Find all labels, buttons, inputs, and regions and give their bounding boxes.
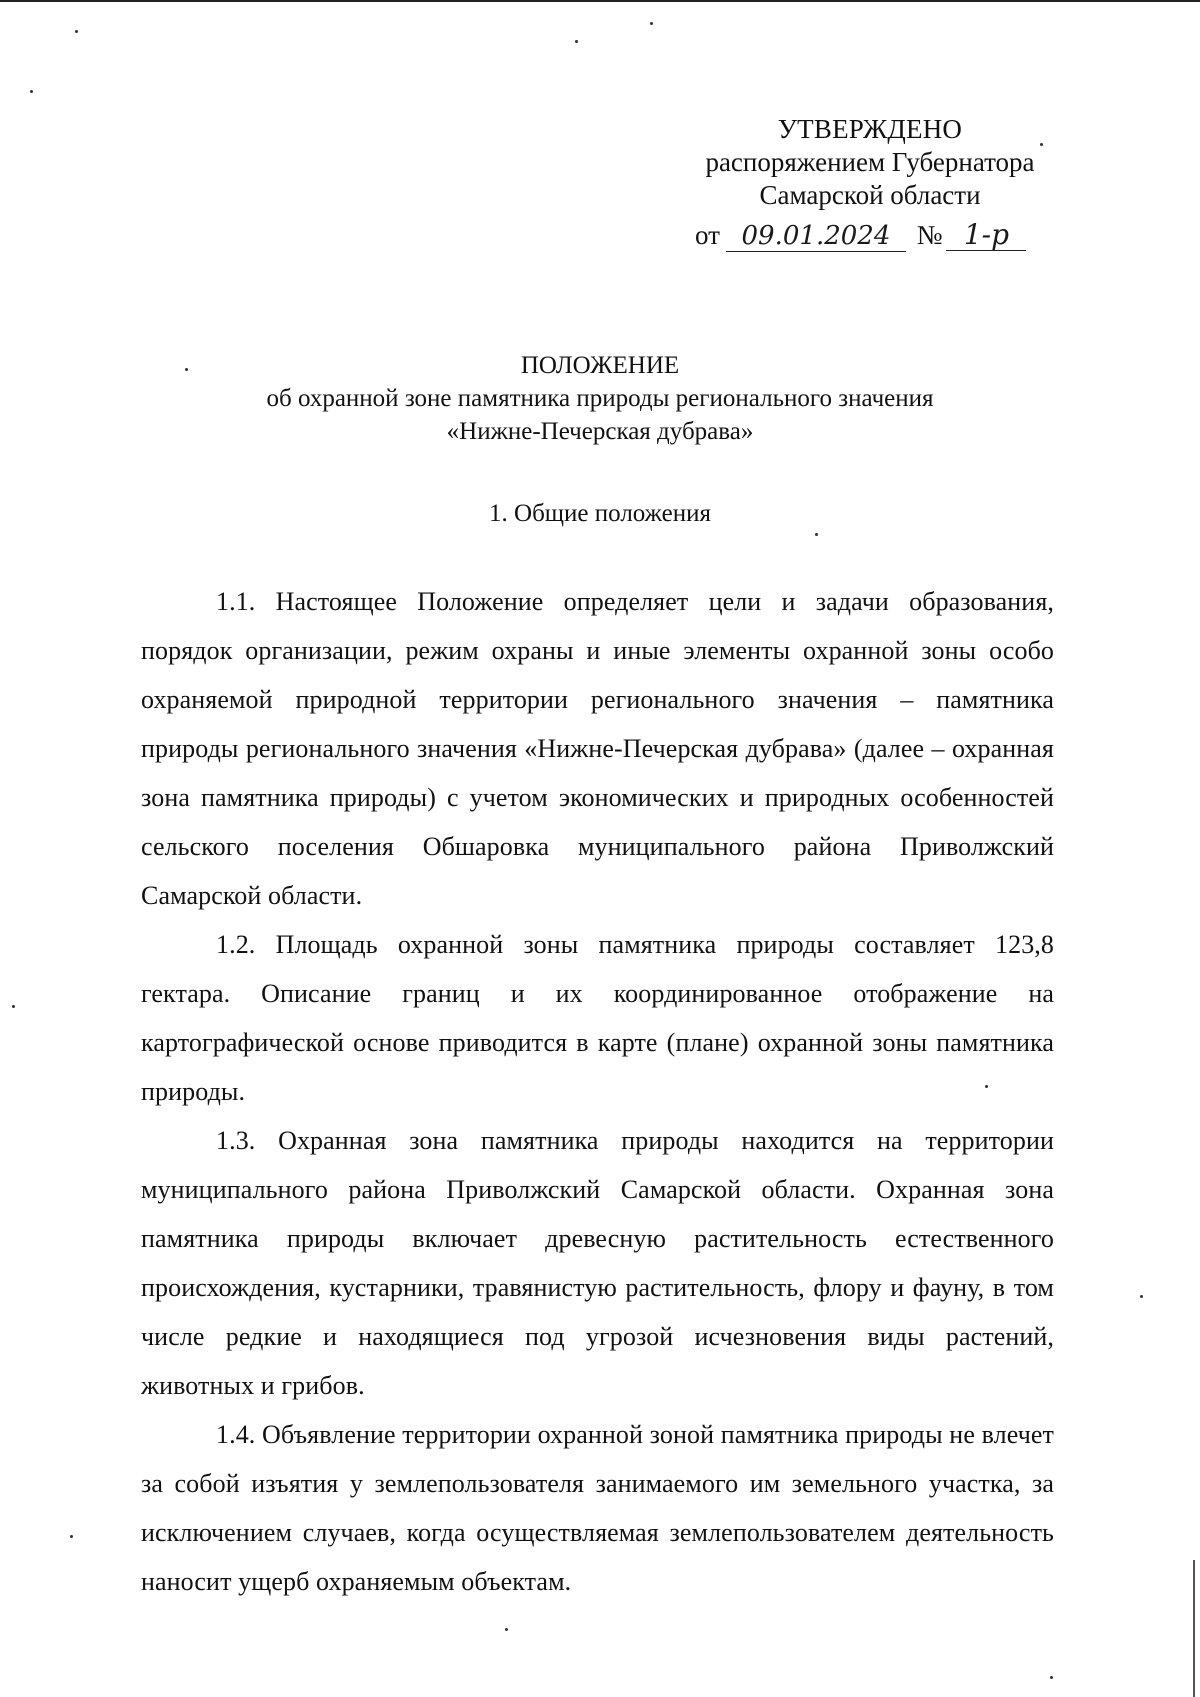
section-title: 1. Общие положения: [489, 500, 711, 527]
document-subtitle: об охранной зоне памятника природы регионального значения: [266, 385, 934, 412]
paragraph-1-3: 1.3. Охранная зона памятника природы находится на территории муниципального района Приволжский Самарской области. Охранная зона памятника природы включает древесную растительность естественного происхождения, кустарники, травянистую растительность, флору и фауну, в том числе редкие и находящиеся под угрозой исчезновения виды растений, животных и грибов.: [141, 1126, 1054, 1400]
approval-date-line: [695, 215, 1075, 255]
scan-speck: [650, 22, 653, 25]
scan-speck: [505, 1628, 508, 1631]
scan-speck: [1040, 143, 1043, 146]
document-name: «Нижне-Печерская дубрава»: [446, 418, 754, 445]
scan-speck: [985, 1085, 988, 1088]
scan-speck: [30, 90, 33, 93]
scan-speck: [185, 368, 188, 371]
scan-speck: [1050, 1676, 1053, 1679]
scan-right-edge: [1193, 1560, 1195, 1697]
document-heading: [100, 349, 1100, 448]
scan-speck: [575, 40, 578, 43]
paragraph-1-2: 1.2. Площадь охранной зоны памятника природы составляет 123,8 гектара. Описание границ и их координированное отображение на картографической основе приводится в карте (плане) охранной зоны памятника природы.: [141, 930, 1054, 1106]
paragraph-1-1: 1.1. Настоящее Положение определяет цели и задачи образования, порядок организации, режим охраны и иные элементы охранной зоны особо охраняемой природной территории регионального значения – памятника природы регионального значения «Нижне-Печерская дубрава» (далее – охранная зона памятника природы) с учетом экономических и природных особенностей сельского поселения Обшаровка муниципального района Приволжский Самарской области.: [141, 587, 1054, 910]
approval-block: [660, 113, 1080, 212]
paragraph-1-4: 1.4. Объявление территории охранной зоной памятника природы не влечет за собой изъятия у землепользователя занимаемого им земельного участка, за исключением случаев, когда осуществляемая землепользователем деятельность наносит ущерб охраняемым объектам.: [141, 1420, 1054, 1596]
number-prefix: №: [916, 220, 943, 250]
approval-line-1: распоряжением Губернатора: [705, 147, 1035, 177]
handwritten-number: 1-р: [946, 220, 1026, 251]
scan-speck: [75, 30, 78, 33]
document-title: ПОЛОЖЕНИЕ: [520, 352, 680, 379]
scan-speck: [12, 1005, 15, 1008]
handwritten-date: 09.01.2024: [726, 221, 906, 252]
approval-title: УТВЕРЖДЕНО: [777, 114, 963, 144]
scan-top-edge: [0, 0, 1200, 2]
scan-speck: [70, 1535, 73, 1538]
approval-line-2: Самарской области: [759, 180, 981, 210]
date-prefix: от: [695, 220, 720, 250]
section-body: [141, 577, 1054, 1606]
scan-speck: [815, 533, 818, 536]
scan-speck: [1140, 1295, 1143, 1298]
